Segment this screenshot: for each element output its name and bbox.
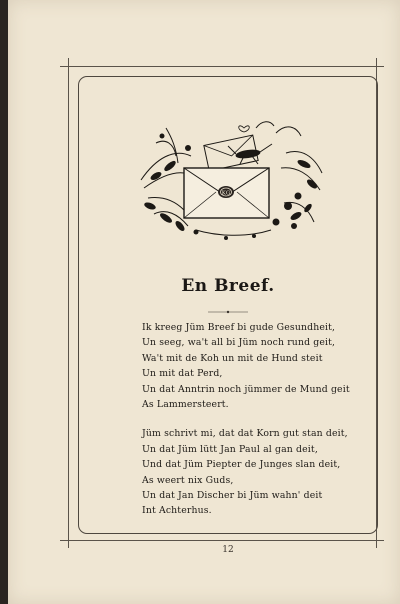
frame-top-rule [60,66,384,67]
poem-line: Int Achterhus. [142,505,212,517]
frame-left-rule [68,58,69,548]
poem-line: As Lammersteert. [142,398,229,410]
title-ornament-rule [208,309,248,315]
poem-line: Un seeg, wa't all bi Jüm noch rund geit, [142,337,336,349]
poem-line: Wa't mit de Koh un mit de Hund steit [142,352,323,364]
frame-bottom-rule [60,540,384,541]
page-number: 12 [222,545,234,555]
poem-body [142,320,372,533]
poem-line: Un dat Anntrin noch jümmer de Mund geit [142,383,350,395]
poem-line: Un mit dat Perd, [142,368,223,380]
poem-line: As weert nix Guds, [142,474,234,486]
poem-line: Jüm schrivt mi, dat dat Korn gut stan deit, [142,428,348,440]
letter-vignette-illustration [136,118,326,243]
poem-line: Und dat Jüm Piepter de Junges slan deit, [142,459,341,471]
poem-title: En Breef. [181,276,275,296]
poem-line: Ik kreeg Jüm Breef bi gude Gesundheit, [142,322,336,333]
poem-line: Un dat Jüm lütt Jan Paul al gan deit, [142,443,318,455]
stanza-1 [142,320,372,412]
stanza-2 [142,426,372,518]
book-page [8,0,400,604]
seal-monogram: KG [221,190,231,197]
poem-line: Un dat Jan Discher bi Jüm wahn' deit [142,489,323,501]
